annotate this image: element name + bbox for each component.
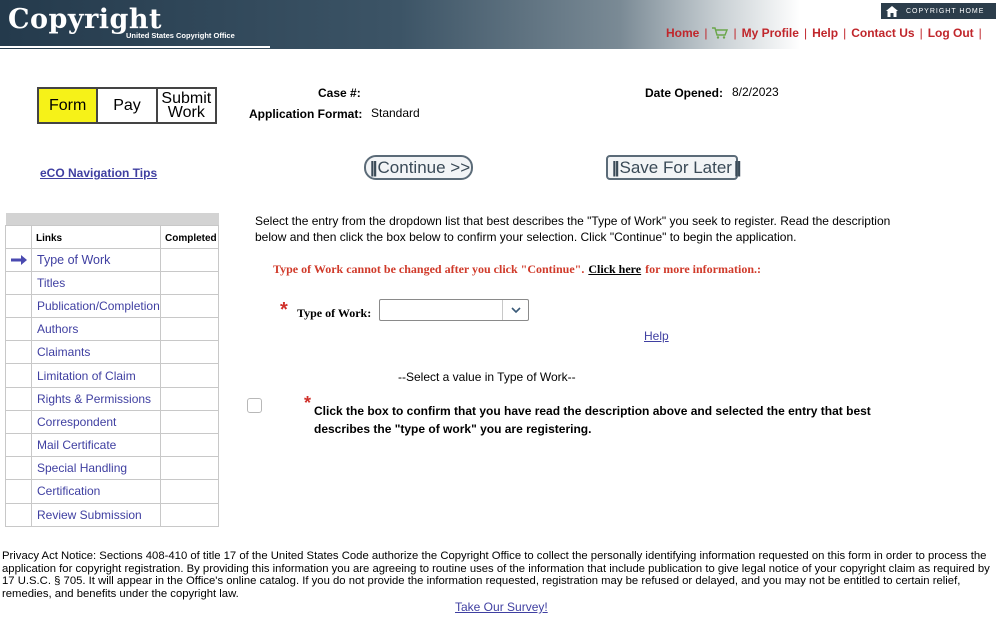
nav-separator: | (733, 26, 737, 40)
button-bars-icon: || (370, 157, 376, 177)
completed-cell (161, 434, 219, 457)
warning-suffix: for more information.: (645, 262, 761, 276)
table-row (6, 271, 219, 294)
table-row (6, 364, 219, 387)
continue-button-label: Continue >> (377, 157, 471, 177)
case-number-label: Case #: (318, 86, 361, 100)
button-bars-icon: || (612, 157, 618, 177)
save-for-later-label: Save For Later (619, 157, 732, 177)
save-for-later-button[interactable] (606, 155, 738, 180)
home-icon (886, 6, 898, 17)
nav-my-profile-link[interactable]: My Profile (741, 26, 799, 40)
table-row (6, 318, 219, 341)
logo-underline (0, 46, 270, 48)
confirm-text: Click the box to confirm that you have read the description above and selected the entry that best describes the "type of work" you are registering. (314, 404, 871, 436)
application-steps (37, 87, 217, 124)
required-asterisk-icon: * (280, 299, 288, 321)
links-table (5, 213, 219, 527)
table-row (6, 341, 219, 364)
completed-cell (161, 480, 219, 503)
completed-cell (161, 294, 219, 317)
date-opened-label: Date Opened: (645, 86, 724, 100)
completed-cell (161, 341, 219, 364)
link-correspondent[interactable]: Correspondent (32, 410, 161, 433)
completed-cell (161, 248, 219, 271)
nav-separator: | (919, 26, 923, 40)
date-opened-value: 8/2/2023 (732, 85, 779, 99)
step-form[interactable]: Form (39, 89, 98, 122)
type-of-work-select[interactable] (379, 299, 529, 321)
link-special-handling[interactable]: Special Handling (32, 457, 161, 480)
type-of-work-label: Type of Work: (297, 306, 372, 320)
link-rights-permissions[interactable]: Rights & Permissions (32, 387, 161, 410)
button-bars-icon: || (733, 157, 740, 177)
completed-cell (161, 271, 219, 294)
step-pay[interactable]: Pay (98, 89, 157, 122)
site-header (0, 0, 1000, 49)
nav-help-link[interactable]: Help (812, 26, 839, 40)
link-mail-certificate[interactable]: Mail Certificate (32, 434, 161, 457)
col-arrow-header (6, 225, 32, 248)
link-limitation-of-claim[interactable]: Limitation of Claim (32, 364, 161, 387)
logo-subtitle: United States Copyright Office (126, 31, 235, 40)
table-row (6, 248, 219, 271)
shopping-cart-icon[interactable] (712, 27, 728, 39)
table-row (6, 294, 219, 317)
completed-cell (161, 318, 219, 341)
eco-navigation-tips-link[interactable]: eCO Navigation Tips (40, 166, 158, 180)
logo-wordmark: Copyright (8, 4, 163, 35)
link-titles[interactable]: Titles (32, 271, 161, 294)
application-format-label: Application Format: (249, 107, 363, 121)
table-row (6, 503, 219, 526)
link-publication-completion[interactable]: Publication/Completion (32, 294, 161, 317)
link-claimants[interactable]: Claimants (32, 341, 161, 364)
instructions-text: Select the entry from the dropdown list that best describes the "Type of Work" you seek to register. Read the description below and then click the box below to confirm your selection. Click "Continue" to begin the application. (255, 214, 891, 244)
type-of-work-warning (273, 262, 761, 277)
link-authors[interactable]: Authors (32, 318, 161, 341)
top-navigation (666, 25, 987, 41)
help-link[interactable]: Help (644, 329, 669, 343)
required-asterisk-icon: * (304, 393, 312, 413)
current-step-arrow-icon (6, 248, 32, 271)
nav-home-link[interactable]: Home (666, 26, 700, 40)
take-our-survey-link[interactable]: Take Our Survey! (455, 600, 548, 614)
nav-log-out-link[interactable]: Log Out (927, 26, 974, 40)
nav-separator: | (704, 26, 708, 40)
completed-cell (161, 457, 219, 480)
click-here-link[interactable]: Click here (588, 262, 642, 276)
continue-button[interactable] (364, 155, 473, 180)
nav-separator: | (843, 26, 847, 40)
copyright-home-label: COPYRIGHT HOME (906, 7, 985, 15)
table-header-row (6, 225, 219, 248)
link-review-submission[interactable]: Review Submission (32, 503, 161, 526)
nav-separator: | (978, 26, 982, 40)
warning-text: Type of Work cannot be changed after you click "Continue". (273, 262, 585, 276)
link-type-of-work[interactable]: Type of Work (32, 248, 161, 271)
col-links-header: Links (32, 225, 161, 248)
select-value-message: --Select a value in Type of Work-- (398, 370, 576, 384)
completed-cell (161, 364, 219, 387)
table-header-bar (6, 213, 219, 225)
chevron-down-icon[interactable] (502, 300, 528, 320)
completed-cell (161, 503, 219, 526)
link-certification[interactable]: Certification (32, 480, 161, 503)
col-completed-header: Completed (161, 225, 219, 248)
completed-cell (161, 387, 219, 410)
confirm-checkbox[interactable] (247, 398, 262, 413)
privacy-act-notice: Privacy Act Notice: Sections 408-410 of title 17 of the United States Code authorize the Copyright Office to collect the personally identifying information requested on this form in order to process the application for copyright registration. By providing this information you are agreeing to routine uses of the information that include publication to give legal notice of your copyright claim as required by 17 U.S.C. § 705. It will appear in the Office's online catalog. If you do not provide the information requested, registration may be refused or delayed, and you may not be entitled to certain relief, remedies, and benefits under the copyright law. (2, 550, 990, 600)
table-row (6, 387, 219, 410)
table-row (6, 457, 219, 480)
table-row (6, 410, 219, 433)
application-format-value: Standard (371, 106, 420, 120)
copyright-home-button[interactable] (881, 3, 996, 19)
table-row (6, 434, 219, 457)
nav-contact-us-link[interactable]: Contact Us (851, 26, 915, 40)
nav-separator: | (803, 26, 808, 40)
completed-cell (161, 410, 219, 433)
step-submit-work[interactable]: Submit Work (161, 89, 212, 121)
table-row (6, 480, 219, 503)
